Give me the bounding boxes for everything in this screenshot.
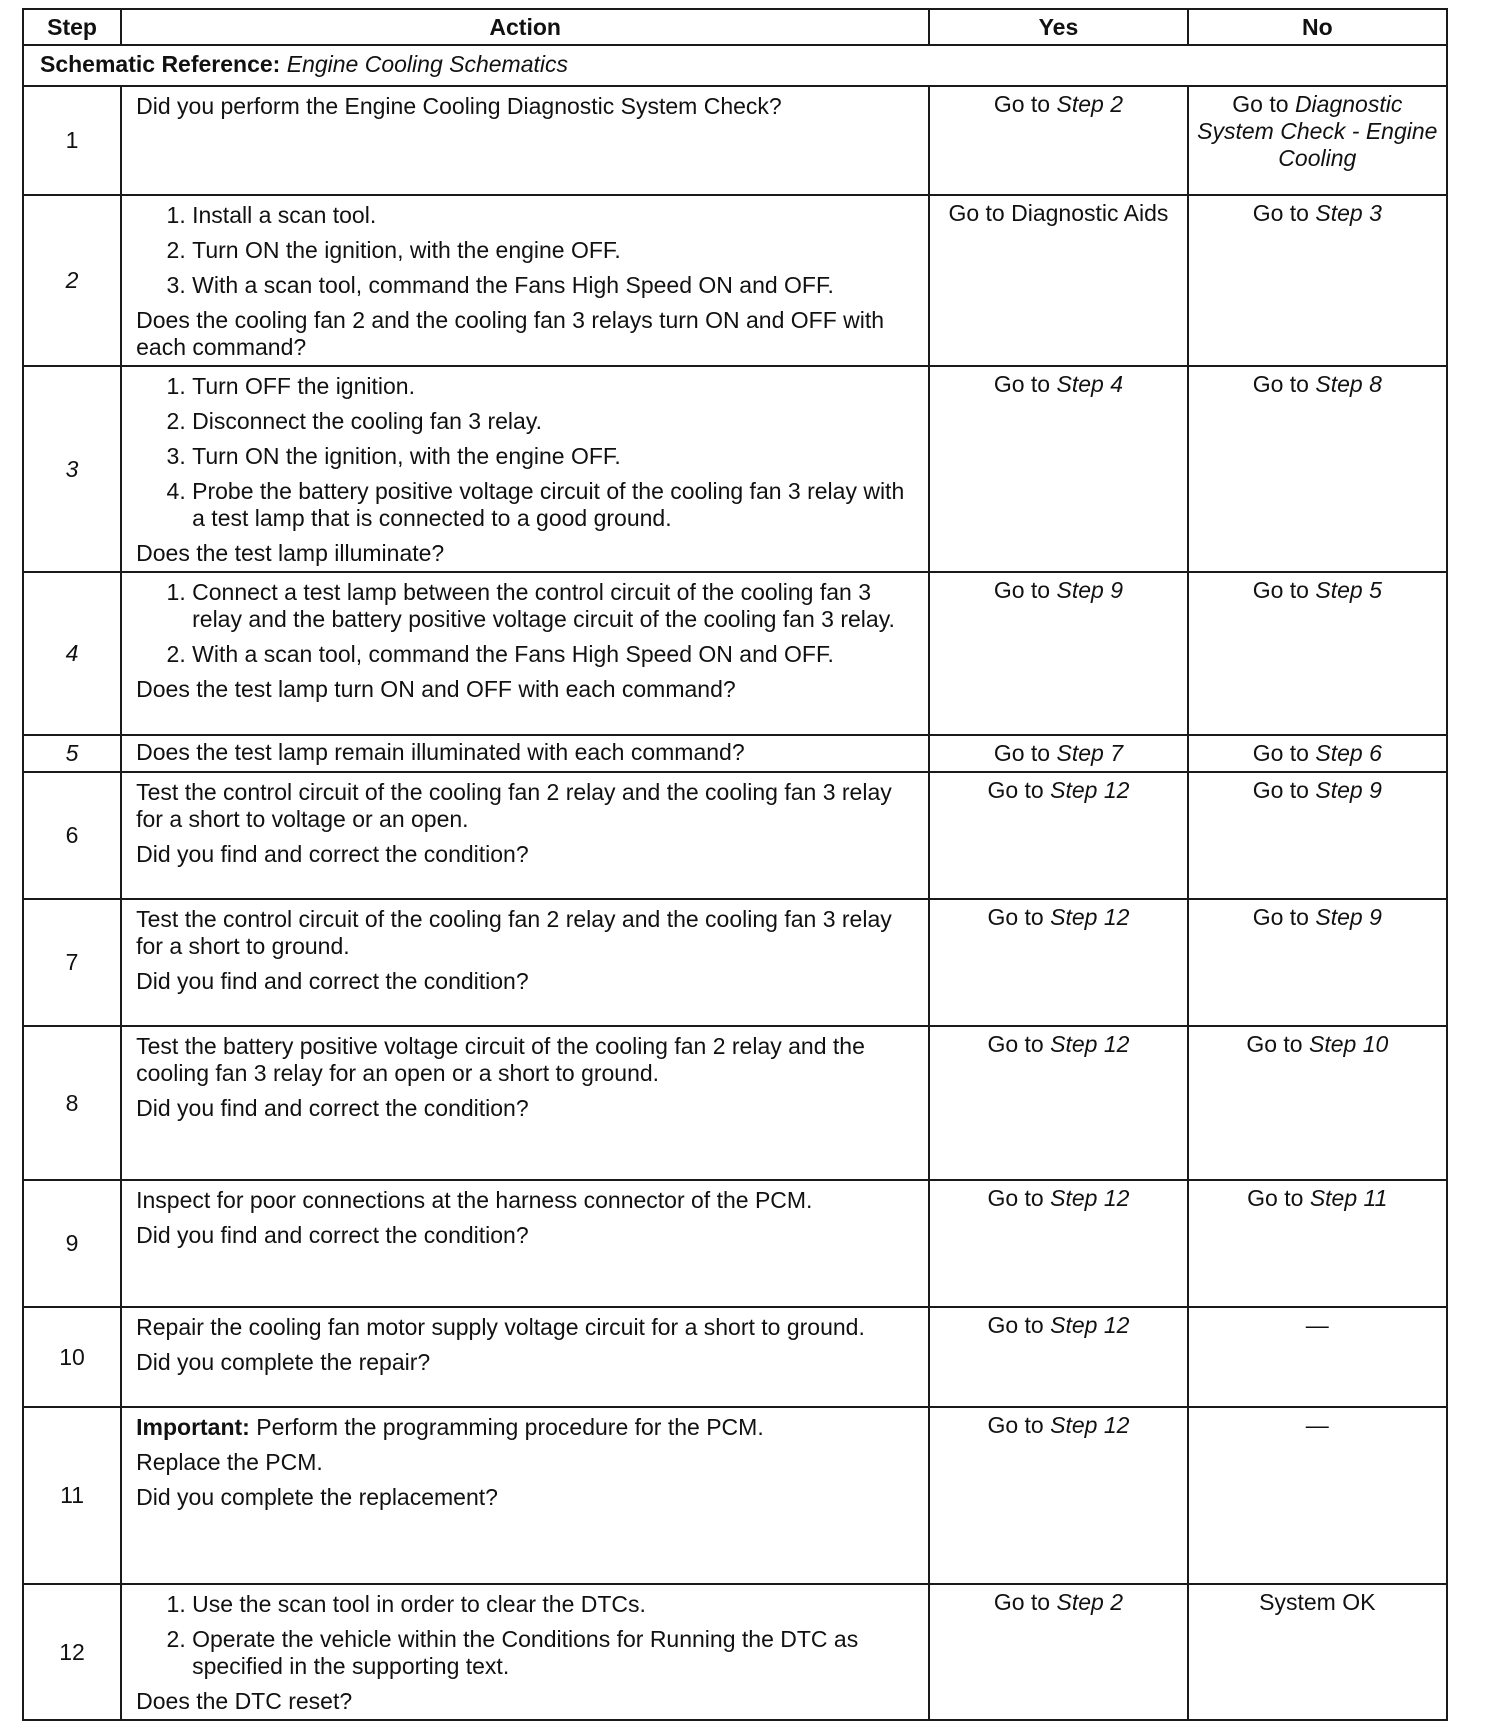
action-cell bbox=[121, 772, 929, 899]
yes-cell bbox=[929, 772, 1187, 899]
no-link[interactable]: Step 10 bbox=[1308, 1031, 1389, 1057]
yes-prefix: Go to bbox=[987, 777, 1044, 803]
yes-cell bbox=[929, 1584, 1187, 1720]
action-step: 2. Operate the vehicle within the Conditions for Running the DTC as specified in the supporting text. bbox=[192, 1626, 914, 1680]
question: Does the test lamp illuminate? bbox=[136, 540, 445, 566]
step-number: 7 bbox=[23, 899, 121, 1026]
no-link[interactable]: Step 9 bbox=[1315, 777, 1382, 803]
step-number: 2 bbox=[23, 195, 121, 366]
yes-prefix: Go to bbox=[987, 1412, 1044, 1438]
yes-prefix: Go to bbox=[993, 577, 1051, 603]
step-number: 3 bbox=[23, 366, 121, 572]
action-step: 3. With a scan tool, command the Fans High Speed ON and OFF. bbox=[192, 272, 914, 299]
table-row bbox=[23, 1180, 1447, 1307]
table-row bbox=[23, 195, 1447, 366]
action-text: Test the battery positive voltage circuit of the cooling fan 2 relay and the cooling fan 3 relay for an open or a short to ground. bbox=[136, 1033, 865, 1086]
table-row bbox=[23, 1026, 1447, 1180]
yes-cell bbox=[929, 1407, 1187, 1584]
header-action: Action bbox=[121, 9, 929, 45]
question: Did you find and correct the condition? bbox=[136, 1095, 529, 1121]
action-cell bbox=[121, 1407, 929, 1584]
table-row bbox=[23, 366, 1447, 572]
action-text: Inspect for poor connections at the harness connector of the PCM. bbox=[136, 1187, 813, 1213]
table-row bbox=[23, 1584, 1447, 1720]
yes-cell bbox=[929, 1180, 1187, 1307]
no-cell bbox=[1188, 572, 1447, 735]
yes-link[interactable]: Step 12 bbox=[1050, 777, 1130, 803]
table-row bbox=[23, 899, 1447, 1026]
action-cell bbox=[121, 1026, 929, 1180]
action-steps bbox=[136, 202, 914, 307]
action-step: 2. Turn ON the ignition, with the engine OFF. bbox=[192, 237, 914, 264]
schematic-link[interactable]: Engine Cooling Schematics bbox=[286, 51, 569, 77]
yes-cell bbox=[929, 1307, 1187, 1407]
important-text: Perform the programming procedure for the PCM. bbox=[256, 1414, 764, 1440]
schematic-reference-row bbox=[23, 45, 1447, 86]
yes-link[interactable]: Step 2 bbox=[1056, 1589, 1123, 1615]
yes-cell bbox=[929, 195, 1187, 366]
no-prefix: Go to bbox=[1252, 200, 1309, 226]
question: Does the test lamp turn ON and OFF with each command? bbox=[136, 676, 736, 702]
no-link[interactable]: Step 6 bbox=[1315, 740, 1382, 766]
action-cell bbox=[121, 1584, 929, 1720]
no-dash: — bbox=[1305, 1312, 1329, 1338]
question: Did you find and correct the condition? bbox=[136, 968, 529, 994]
action-step: 4. Probe the battery positive voltage circuit of the cooling fan 3 relay with a test lamp that is connected to a good ground. bbox=[192, 478, 914, 532]
step-number: 1 bbox=[23, 86, 121, 195]
table-row bbox=[23, 772, 1447, 899]
action-cell bbox=[121, 735, 929, 772]
diagnostic-table bbox=[22, 8, 1448, 1721]
no-prefix: Go to bbox=[1246, 1031, 1303, 1057]
yes-link[interactable]: Step 12 bbox=[1050, 1412, 1130, 1438]
yes-cell bbox=[929, 366, 1187, 572]
action-steps bbox=[136, 579, 914, 676]
yes-link[interactable]: Step 12 bbox=[1050, 1312, 1130, 1338]
action-steps bbox=[136, 1591, 914, 1688]
action-step: 1. Use the scan tool in order to clear the DTCs. bbox=[192, 1591, 914, 1618]
no-cell bbox=[1188, 1584, 1447, 1720]
yes-link[interactable]: Step 12 bbox=[1050, 1185, 1130, 1211]
action-text: Replace the PCM. bbox=[136, 1449, 323, 1475]
action-cell bbox=[121, 1307, 929, 1407]
action-cell bbox=[121, 366, 929, 572]
question: Did you find and correct the condition? bbox=[136, 1222, 529, 1248]
no-cell bbox=[1188, 195, 1447, 366]
step-number: 9 bbox=[23, 1180, 121, 1307]
step-number: 4 bbox=[23, 572, 121, 735]
action-text: Test the control circuit of the cooling fan 2 relay and the cooling fan 3 relay for a short to voltage or an open. bbox=[136, 779, 892, 832]
yes-prefix: Go to bbox=[993, 91, 1051, 117]
step-number: 6 bbox=[23, 772, 121, 899]
table-row bbox=[23, 1407, 1447, 1584]
question: Does the cooling fan 2 and the cooling fan 3 relays turn ON and OFF with each command? bbox=[136, 307, 885, 360]
action-step: 1. Connect a test lamp between the control circuit of the cooling fan 3 relay and the battery positive voltage circuit of the cooling fan 3 relay. bbox=[192, 579, 914, 633]
table-row bbox=[23, 572, 1447, 735]
no-cell bbox=[1188, 1407, 1447, 1584]
no-result: System OK bbox=[1259, 1589, 1376, 1615]
action-step: 3. Turn ON the ignition, with the engine OFF. bbox=[192, 443, 914, 470]
no-prefix: Go to bbox=[1252, 577, 1309, 603]
action-text: Repair the cooling fan motor supply voltage circuit for a short to ground. bbox=[136, 1314, 865, 1340]
yes-link[interactable]: Step 2 bbox=[1056, 91, 1123, 117]
yes-prefix: Go to bbox=[993, 371, 1051, 397]
question: Did you complete the replacement? bbox=[136, 1484, 498, 1510]
question: Does the DTC reset? bbox=[136, 1688, 353, 1714]
step-number: 8 bbox=[23, 1026, 121, 1180]
no-link[interactable]: Step 11 bbox=[1309, 1185, 1388, 1211]
step-number: 10 bbox=[23, 1307, 121, 1407]
action-cell bbox=[121, 572, 929, 735]
no-link[interactable]: Step 9 bbox=[1315, 904, 1382, 930]
no-link[interactable]: Step 3 bbox=[1315, 200, 1382, 226]
yes-cell bbox=[929, 572, 1187, 735]
step-number: 11 bbox=[23, 1407, 121, 1584]
important-label: Important: bbox=[136, 1414, 250, 1440]
no-cell bbox=[1188, 366, 1447, 572]
action-step: 1. Turn OFF the ignition. bbox=[192, 373, 914, 400]
header-no: No bbox=[1188, 9, 1447, 45]
table-row bbox=[23, 86, 1447, 195]
table-row bbox=[23, 735, 1447, 772]
yes-link[interactable]: Go to Diagnostic Aids bbox=[948, 200, 1169, 226]
no-link[interactable]: Step 8 bbox=[1315, 371, 1382, 397]
step-number: 5 bbox=[23, 735, 121, 772]
table-row bbox=[23, 1307, 1447, 1407]
yes-prefix: Go to bbox=[993, 740, 1051, 766]
action-cell bbox=[121, 1180, 929, 1307]
no-dash: — bbox=[1305, 1412, 1329, 1438]
no-prefix: Go to bbox=[1232, 91, 1289, 117]
action-step: 2. With a scan tool, command the Fans High Speed ON and OFF. bbox=[192, 641, 914, 668]
no-cell bbox=[1188, 1026, 1447, 1180]
yes-prefix: Go to bbox=[987, 904, 1044, 930]
step-number: 12 bbox=[23, 1584, 121, 1720]
important-note bbox=[136, 1414, 914, 1441]
yes-cell bbox=[929, 86, 1187, 195]
header-row bbox=[23, 9, 1447, 45]
no-cell bbox=[1188, 1307, 1447, 1407]
no-cell bbox=[1188, 899, 1447, 1026]
no-cell bbox=[1188, 86, 1447, 195]
no-link[interactable]: Step 5 bbox=[1315, 577, 1382, 603]
action-step: 1. Install a scan tool. bbox=[192, 202, 914, 229]
action-cell bbox=[121, 899, 929, 1026]
no-prefix: Go to bbox=[1247, 1185, 1304, 1211]
yes-prefix: Go to bbox=[987, 1312, 1044, 1338]
no-prefix: Go to bbox=[1252, 371, 1309, 397]
question: Did you complete the repair? bbox=[136, 1349, 431, 1375]
yes-cell bbox=[929, 735, 1187, 772]
question: Did you perform the Engine Cooling Diagnostic System Check? bbox=[136, 93, 782, 119]
schematic-label: Schematic Reference: bbox=[40, 51, 281, 77]
yes-prefix: Go to bbox=[993, 1589, 1051, 1615]
yes-link[interactable]: Step 12 bbox=[1050, 1031, 1130, 1057]
yes-prefix: Go to bbox=[987, 1031, 1044, 1057]
yes-cell bbox=[929, 899, 1187, 1026]
action-steps bbox=[136, 373, 914, 540]
no-prefix: Go to bbox=[1252, 904, 1309, 930]
no-prefix: Go to bbox=[1252, 740, 1309, 766]
yes-prefix: Go to bbox=[987, 1185, 1044, 1211]
yes-link[interactable]: Step 4 bbox=[1056, 371, 1123, 397]
header-yes: Yes bbox=[929, 9, 1187, 45]
header-step: Step bbox=[23, 9, 121, 45]
yes-cell bbox=[929, 1026, 1187, 1180]
schematic-reference bbox=[23, 45, 1447, 86]
yes-link[interactable]: Step 7 bbox=[1056, 740, 1123, 766]
no-cell bbox=[1188, 772, 1447, 899]
no-link[interactable]: Diagnostic System Check - Engine Cooling bbox=[1197, 91, 1438, 171]
yes-link[interactable]: Step 9 bbox=[1056, 577, 1123, 603]
no-cell bbox=[1188, 1180, 1447, 1307]
no-prefix: Go to bbox=[1252, 777, 1309, 803]
yes-link[interactable]: Step 12 bbox=[1050, 904, 1130, 930]
question: Did you find and correct the condition? bbox=[136, 841, 529, 867]
action-text: Test the control circuit of the cooling fan 2 relay and the cooling fan 3 relay for a short to ground. bbox=[136, 906, 892, 959]
action-cell bbox=[121, 86, 929, 195]
question: Does the test lamp remain illuminated with each command? bbox=[136, 739, 745, 765]
action-step: 2. Disconnect the cooling fan 3 relay. bbox=[192, 408, 914, 435]
action-cell bbox=[121, 195, 929, 366]
no-cell bbox=[1188, 735, 1447, 772]
